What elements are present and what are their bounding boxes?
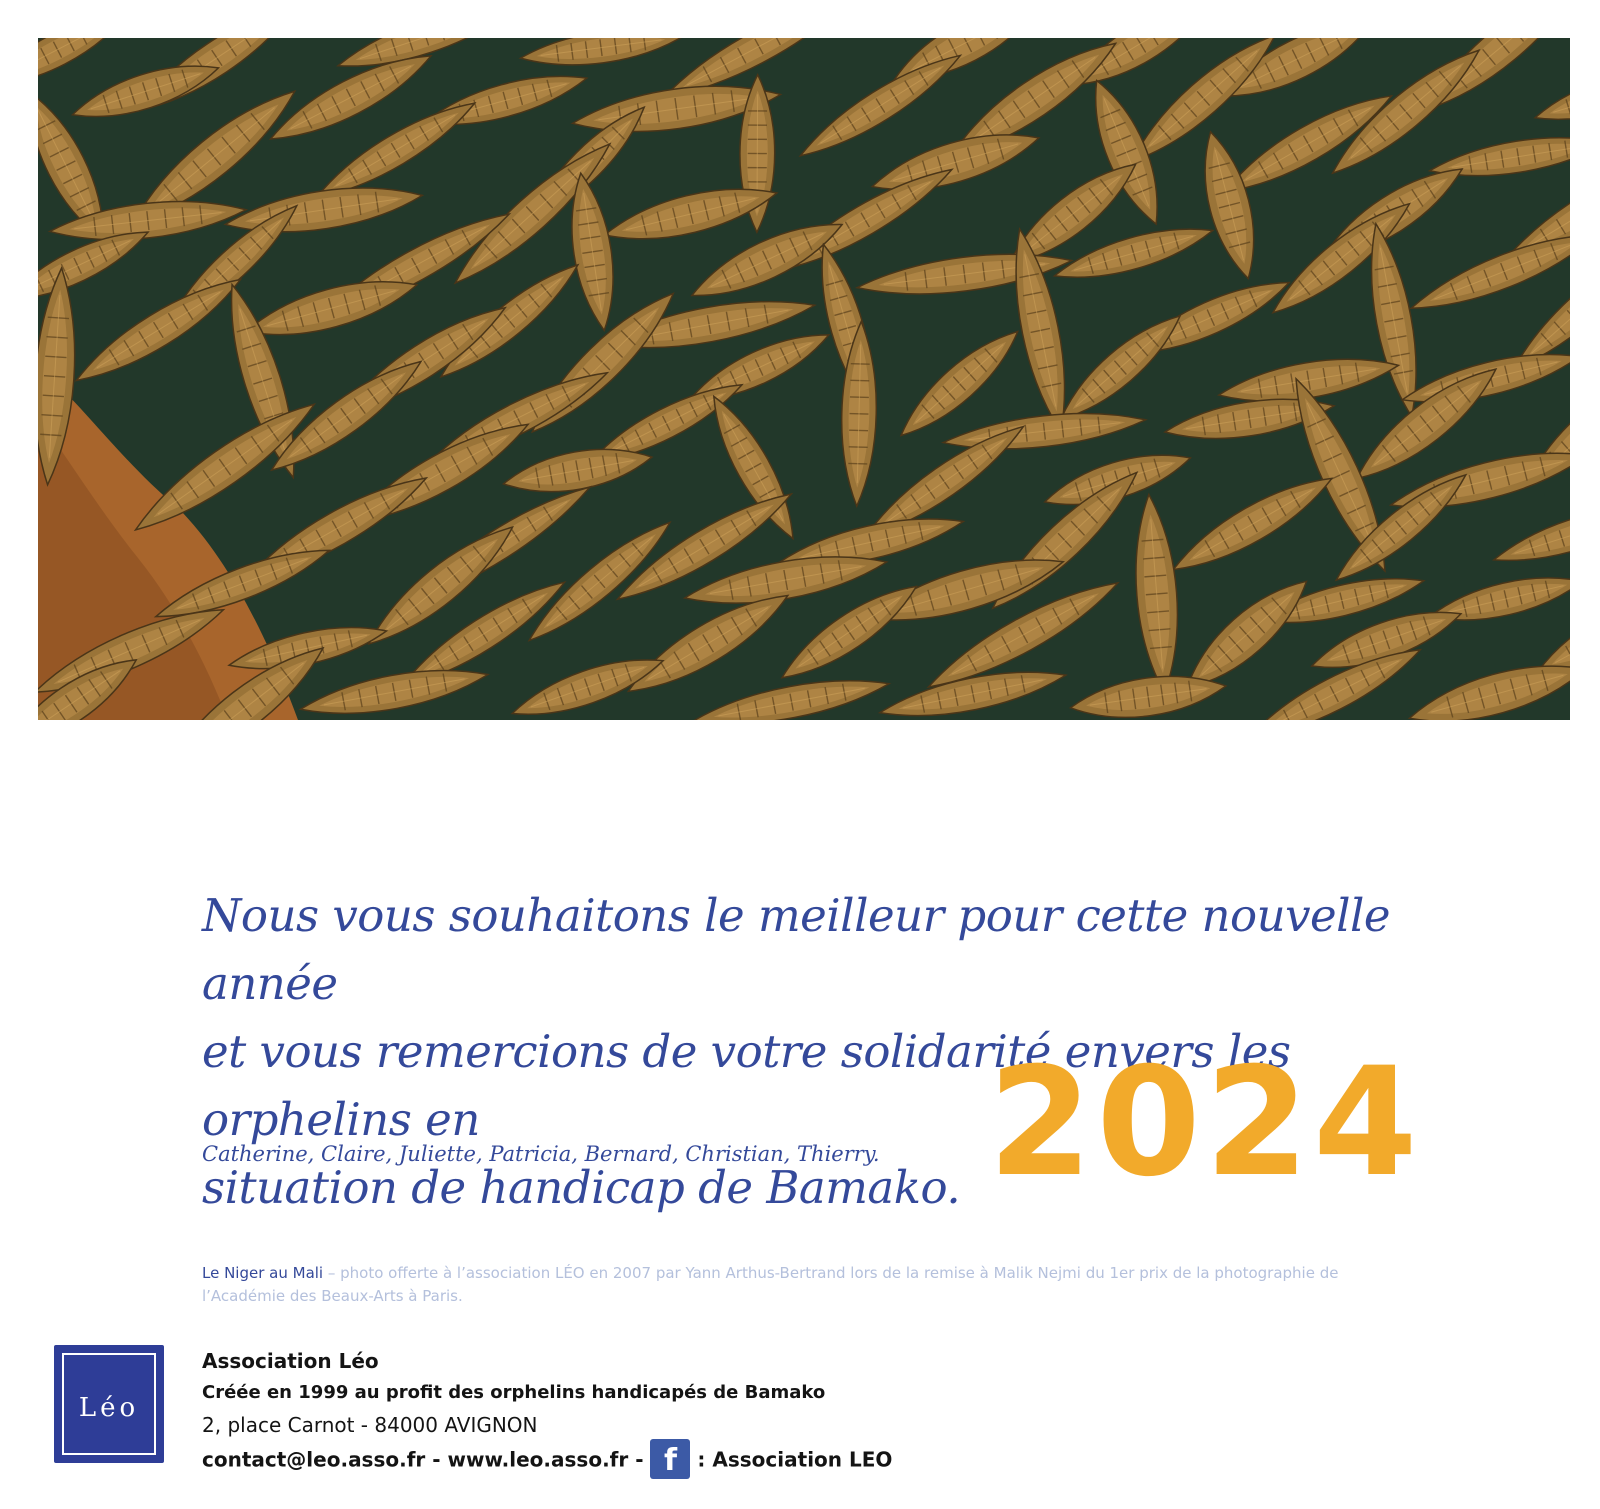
- photo-caption: [202, 1262, 1402, 1308]
- association-tagline: Créée en 1999 au profit des orphelins handicapés de Bamako: [202, 1382, 826, 1403]
- contact-block: [202, 1345, 893, 1478]
- caption-place: Le Niger au Mali: [202, 1264, 324, 1282]
- contact-line: [202, 1441, 893, 1478]
- website-link[interactable]: www.leo.asso.fr: [447, 1447, 629, 1472]
- header-photo: [38, 38, 1570, 720]
- facebook-icon[interactable]: f: [650, 1439, 690, 1479]
- greeting-line-3: situation de handicap de Bamako.: [202, 1161, 961, 1214]
- separator: -: [425, 1447, 448, 1472]
- separator: -: [628, 1447, 651, 1472]
- signatures: Catherine, Claire, Juliette, Patricia, Bernard, Christian, Thierry.: [202, 1142, 880, 1166]
- leo-logo: [54, 1345, 164, 1463]
- association-name: Association Léo: [202, 1349, 379, 1373]
- greeting-line-2: et vous remercions de votre solidarité envers les orphelins en: [202, 1025, 1291, 1146]
- boats-illustration: [38, 38, 1570, 720]
- logo-text: Léo: [78, 1393, 140, 1423]
- facebook-label[interactable]: : Association LEO: [690, 1447, 893, 1472]
- caption-text: – photo offerte à l’association LÉO en 2007 par Yann Arthus-Bertrand lors de la remise à Malik Nejmi du 1er prix de la photographie de l’Académie des Beaux-Arts à Paris.: [202, 1264, 1339, 1305]
- association-address: 2, place Carnot - 84000 AVIGNON: [202, 1413, 538, 1437]
- email-link[interactable]: contact@leo.asso.fr: [202, 1447, 426, 1472]
- year-title: 2024: [988, 1036, 1422, 1210]
- greeting-line-1: Nous vous souhaitons le meilleur pour cette nouvelle année: [202, 889, 1391, 1010]
